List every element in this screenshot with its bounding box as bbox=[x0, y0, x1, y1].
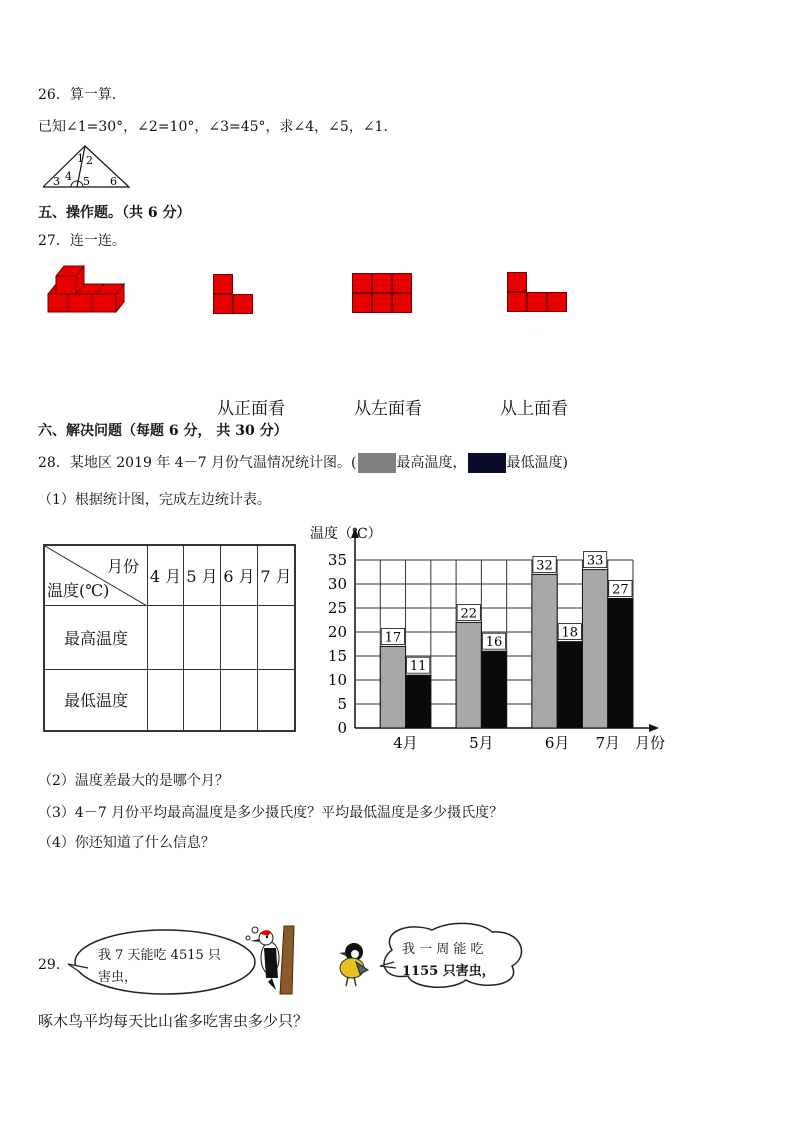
section-6-title: 六、解决问题（每题 6 分， 共 30 分） bbox=[38, 423, 288, 439]
x-tick-label: 7月 bbox=[595, 734, 621, 752]
y-tick-label: 25 bbox=[327, 599, 347, 617]
view-b-cube bbox=[392, 293, 412, 313]
x-tick-label: 4月 bbox=[393, 734, 418, 752]
table-cell[interactable] bbox=[221, 605, 258, 669]
view-b-cube bbox=[352, 293, 372, 313]
x-axis-label: 月份 bbox=[635, 734, 665, 752]
bar bbox=[557, 642, 582, 728]
legend-low-label: 最低温度) bbox=[506, 455, 568, 471]
data-label: 17 bbox=[384, 630, 402, 646]
chickadee-icon bbox=[326, 940, 370, 988]
y-tick-label: 0 bbox=[337, 719, 347, 737]
bubble1-line1: 我 7 天能吃 4515 只 bbox=[98, 948, 221, 963]
data-label: 33 bbox=[586, 553, 604, 569]
y-tick-label: 35 bbox=[327, 551, 347, 569]
table-month-header: 5 月 bbox=[184, 545, 221, 605]
x-axis-arrow bbox=[649, 724, 659, 732]
table-cell[interactable] bbox=[184, 605, 221, 669]
x-tick-label: 6月 bbox=[544, 734, 570, 752]
cube-stack-figure bbox=[44, 262, 128, 324]
table-month-header: 7 月 bbox=[258, 545, 296, 605]
view-c-cube bbox=[507, 292, 527, 312]
data-label: 32 bbox=[536, 558, 553, 574]
q27-title: 27．连一连。 bbox=[38, 233, 126, 249]
q29-number: 29． bbox=[38, 957, 70, 973]
bubble1-line2: 害虫， bbox=[98, 970, 138, 985]
table-header-month: 月份 bbox=[106, 557, 139, 576]
table-header-temp: 温度(℃) bbox=[47, 580, 110, 600]
bubble2-line2: 1155 只害虫， bbox=[402, 964, 495, 979]
angle-label: 6 bbox=[110, 175, 117, 188]
angle-label: 1 bbox=[77, 152, 84, 165]
table-cell[interactable] bbox=[258, 605, 296, 669]
triangle-figure bbox=[40, 142, 132, 190]
q28-sub2: （2）温度差最大的是哪个月？ bbox=[38, 773, 229, 789]
table-cell[interactable] bbox=[148, 605, 184, 669]
view-a-cube bbox=[213, 294, 233, 314]
q26-title: 26．算一算． bbox=[38, 87, 126, 103]
bar bbox=[481, 651, 506, 728]
angle-label: 4 bbox=[65, 170, 72, 183]
view-label-top: 从上面看 bbox=[500, 399, 568, 419]
view-b-cube bbox=[392, 273, 412, 293]
y-tick-label: 30 bbox=[327, 575, 347, 593]
table-month-header: 4 月 bbox=[148, 545, 184, 605]
view-c-cube bbox=[547, 292, 567, 312]
data-label: 18 bbox=[561, 625, 579, 641]
bar bbox=[532, 574, 557, 728]
y-tick-label: 20 bbox=[327, 623, 347, 641]
woodpecker-icon bbox=[248, 924, 296, 996]
legend-high-swatch bbox=[358, 453, 396, 473]
table-row-label: 最低温度 bbox=[44, 669, 148, 731]
data-label: 27 bbox=[612, 582, 629, 598]
y-axis-label: 温度（℃） bbox=[310, 526, 382, 542]
view-b-cube bbox=[372, 273, 392, 293]
table-header-diagonal bbox=[44, 545, 148, 605]
y-tick-label: 15 bbox=[327, 647, 347, 665]
table-cell[interactable] bbox=[258, 669, 296, 731]
bar bbox=[582, 570, 607, 728]
table-row-label: 最高温度 bbox=[44, 605, 148, 669]
data-label: 16 bbox=[485, 635, 503, 651]
angle-label: 2 bbox=[86, 154, 93, 167]
view-b-cube bbox=[352, 273, 372, 293]
x-tick-label: 5月 bbox=[469, 734, 494, 752]
q29-question: 啄木鸟平均每天比山雀多吃害虫多少只？ bbox=[38, 1012, 309, 1030]
table-cell[interactable] bbox=[184, 669, 221, 731]
bubble2-line1: 我 一 周 能 吃 bbox=[402, 942, 484, 957]
q28-sub1: （1）根据统计图，完成左边统计表。 bbox=[38, 492, 271, 508]
bar bbox=[380, 646, 405, 728]
data-label: 11 bbox=[409, 659, 427, 675]
bar bbox=[608, 598, 633, 728]
q28-sub3: （3）4－7 月份平均最高温度是多少摄氏度？平均最低温度是多少摄氏度？ bbox=[38, 805, 504, 821]
view-label-front: 从正面看 bbox=[217, 399, 285, 419]
speech-bubble-woodpecker bbox=[60, 924, 260, 1004]
view-c-cube bbox=[527, 292, 547, 312]
angle-label: 3 bbox=[53, 175, 60, 188]
view-a-cube bbox=[213, 274, 233, 294]
q28-title-text: 28．某地区 2019 年 4－7 月份气温情况统计图。( bbox=[38, 455, 357, 471]
view-a-cube bbox=[233, 294, 253, 314]
section-5-title: 五、操作题。（共 6 分） bbox=[38, 205, 191, 221]
legend-high-label: 最高温度， bbox=[396, 455, 467, 471]
bar bbox=[456, 622, 481, 728]
y-tick-label: 5 bbox=[337, 695, 347, 713]
stat-table bbox=[43, 544, 296, 732]
q28-title bbox=[38, 452, 568, 473]
view-label-left: 从左面看 bbox=[354, 399, 422, 419]
y-tick-label: 10 bbox=[327, 671, 347, 689]
q28-sub4: （4）你还知道了什么信息？ bbox=[38, 835, 215, 851]
bar bbox=[406, 675, 431, 728]
data-label: 22 bbox=[460, 606, 478, 622]
view-c-cube bbox=[507, 272, 527, 292]
q26-text: 已知∠1=30°，∠2=10°，∠3=45°，求∠4，∠5，∠1． bbox=[38, 119, 398, 135]
angle-label: 5 bbox=[83, 175, 90, 188]
temperature-bar-chart bbox=[305, 520, 665, 755]
view-b-cube bbox=[372, 293, 392, 313]
legend-low-swatch bbox=[468, 453, 506, 473]
table-cell[interactable] bbox=[221, 669, 258, 731]
table-month-header: 6 月 bbox=[221, 545, 258, 605]
table-cell[interactable] bbox=[148, 669, 184, 731]
